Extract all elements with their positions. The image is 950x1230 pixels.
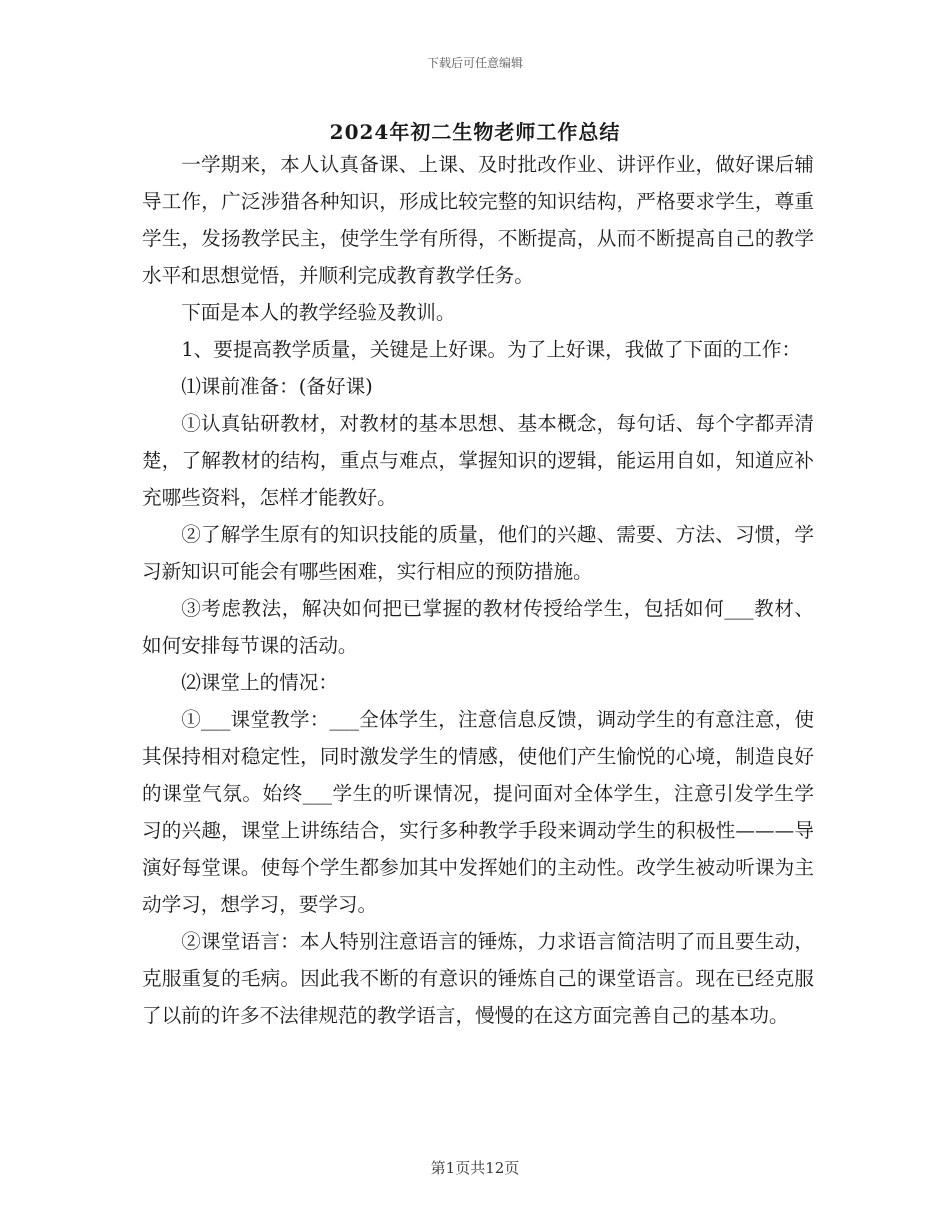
- paragraph: 下面是本人的教学经验及教训。: [181, 301, 456, 324]
- paragraph: ①___课堂教学：___全体学生，注意信息反馈，调动学生的有意注意，使其保持相对稳定性，同时激发学生的情感，使他们产生愉悦的心境，制造良好的课堂气氛。始终___学生的听课情况，提问面对全体学生，注意引发学生学习的兴趣，课堂上讲练结合，实行多种教学手段来调动学生的积极性———导演好每堂课。使每个学生都参加其中发挥她们的主动性。改学生被动听课为主动学习，想学习，要学习。: [142, 708, 814, 916]
- paragraph: ⑵课堂上的情况：: [181, 671, 338, 694]
- document-body: [142, 146, 814, 1034]
- paragraph: 一学期来，本人认真备课、上课、及时批改作业、讲评作业，做好课后辅导工作，广泛涉猎各种知识，形成比较完整的知识结构，严格要求学生，尊重学生，发扬教学民主，使学生学有所得，不断提高，从而不断提高自己的教学水平和思想觉悟，并顺利完成教育教学任务。: [142, 153, 814, 287]
- paragraph: ②了解学生原有的知识技能的质量，他们的兴趣、需要、方法、习惯，学习新知识可能会有哪些困难，实行相应的预防措施。: [142, 523, 814, 583]
- paragraph: ③考虑教法，解决如何把已掌握的教材传授给学生，包括如何___教材、如何安排每节课的活动。: [142, 597, 814, 657]
- paragraph: ①认真钻研教材，对教材的基本思想、基本概念，每句话、每个字都弄清楚，了解教材的结构，重点与难点，掌握知识的逻辑，能运用自如，知道应补充哪些资料，怎样才能教好。: [142, 412, 814, 509]
- paragraph: ⑴课前准备：(备好课): [181, 375, 373, 398]
- header-note: 下载后可任意编辑: [426, 56, 523, 70]
- paragraph: 1、要提高教学质量，关键是上好课。为了上好课，我做了下面的工作：: [181, 338, 802, 361]
- paragraph: ②课堂语言：本人特别注意语言的锤炼，力求语言简洁明了而且要生动，克服重复的毛病。因此我不断的有意识的锤炼自己的课堂语言。现在已经克服了以前的许多不法律规范的教学语言，慢慢的在这方面完善自己的基本功。: [142, 930, 814, 1027]
- document-title: 2024年初二生物老师工作总结: [329, 120, 621, 144]
- page-footer: 第1页共12页: [430, 1159, 520, 1177]
